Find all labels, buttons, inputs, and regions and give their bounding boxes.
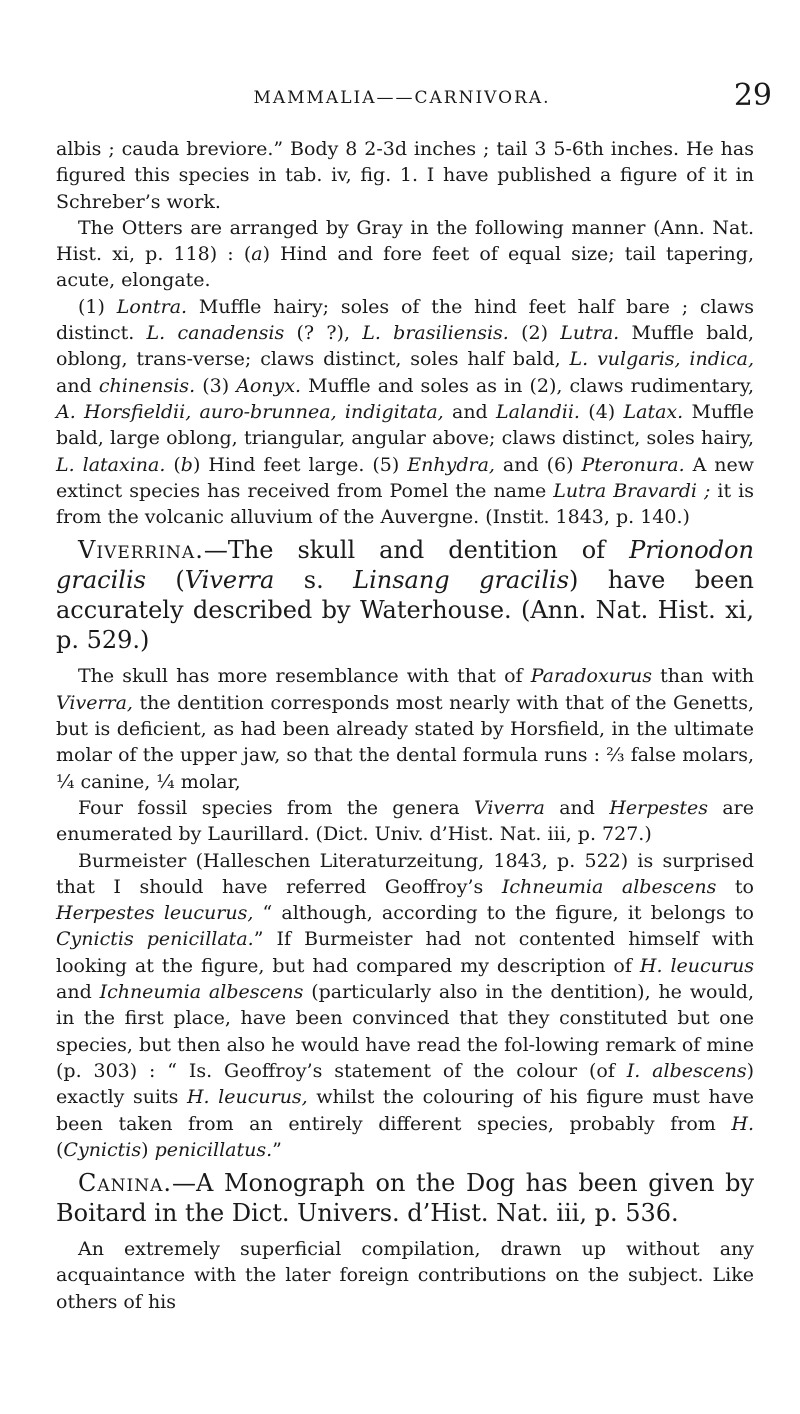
text-run: s. xyxy=(274,566,354,595)
text-run: ) Hind and fore feet of equal size; tail tapering, acute, elongate. xyxy=(56,243,754,292)
text-run: (1) xyxy=(78,295,117,318)
italic-text: Viverra, xyxy=(56,691,133,714)
italic-text: I. albescens xyxy=(626,1059,747,1082)
italic-text: a xyxy=(251,243,263,266)
text-run: ” If Burmeister had not contented himself with looking at the figure, but had compared my description of xyxy=(56,928,754,977)
paragraph xyxy=(56,848,754,1164)
text-run: —The skull and dentition of xyxy=(203,536,630,565)
section-heading: Viverrina. xyxy=(78,536,204,565)
paragraph xyxy=(56,1236,754,1315)
italic-text: Cynictis xyxy=(63,1138,142,1161)
text-run: are enumerated by Laurillard. (Dict. Univ. d’Hist. Nat. iii, p. 727.) xyxy=(56,796,754,846)
text-run: ) exactly suits xyxy=(56,1059,754,1109)
paragraph xyxy=(56,1168,754,1228)
italic-text: Lutra. xyxy=(560,322,620,345)
text-run: (? ?), xyxy=(284,322,363,345)
text-run: —A Monograph on the Dog has been given by Boitard in the Dict. Univers. d’Hist. Nat. iii, p. 536. xyxy=(56,1169,754,1228)
italic-text: Herpestes leucurus, xyxy=(56,902,254,925)
page-number: 29 xyxy=(733,78,772,113)
text-run: ” xyxy=(272,1138,282,1161)
paragraph xyxy=(56,795,754,848)
text-run: (4) xyxy=(579,400,624,423)
italic-text: chinensis. xyxy=(98,374,196,397)
text-run: An extremely superficial compilation, drawn up without any acquaintance with the later foreign contributions on the subject. Like others of his xyxy=(56,1238,754,1313)
italic-text: Prionodon gracilis xyxy=(56,536,754,595)
paragraph xyxy=(56,663,754,794)
italic-text: Viverra xyxy=(473,796,545,819)
text-run: Muffle bald, oblong, trans-verse; claws distinct, soles half bald, xyxy=(56,322,755,371)
text-run: albis ; cauda breviore.” Body 8 2-3d inches ; tail 3 5-6th inches. He has figured this species in tab. iv, fig. 1. I have published a figure of it in Schreber’s work. xyxy=(56,138,754,213)
text-run: and xyxy=(443,400,497,423)
text-run: ) have been accurately described by Waterhouse. (Ann. Nat. Hist. xi, p. 529.) xyxy=(56,566,755,655)
text-run: it is from the volcanic alluvium of the Auvergne. (Instit. 1843, p. 140.) xyxy=(56,479,754,529)
text-run: ( xyxy=(165,453,181,476)
italic-text: L. canadensis xyxy=(146,322,285,345)
text-run: (2) xyxy=(508,322,561,345)
italic-text: H. xyxy=(731,1112,754,1135)
text-run: and xyxy=(544,796,610,819)
italic-text: Aonyx. xyxy=(236,374,302,397)
text-run: The skull has more resemblance with that of xyxy=(78,665,531,688)
text-run: A new extinct species has received from Pomel the name xyxy=(56,453,755,502)
italic-text: Latax. xyxy=(623,400,684,423)
text-run: the dentition corresponds most nearly with that of the Genetts, but is deficient, as had been already stated by Horsfield, in the ultimate molar of the upper jaw, so that the dental formula runs : ⅔ false molars, ¼ canine, ¼ molar, xyxy=(56,691,754,793)
paragraph xyxy=(56,215,754,294)
italic-text: A. Horsfieldii, auro-brunnea, indigitata, xyxy=(56,400,444,423)
text-run: to xyxy=(716,875,754,898)
running-head xyxy=(52,78,772,118)
italic-text: L. lataxina. xyxy=(56,453,166,476)
italic-text: H. leucurus, xyxy=(186,1086,308,1109)
italic-text: Ichneumia albescens xyxy=(99,981,304,1004)
text-run: than with xyxy=(652,665,754,688)
text-run: Muffle hairy; soles of the hind feet half bare ; claws distinct. xyxy=(56,295,754,345)
italic-text: Herpestes xyxy=(609,796,708,819)
italic-text: Enhydra, xyxy=(407,453,495,476)
text-run: and (6) xyxy=(494,453,582,476)
italic-text: Lontra. xyxy=(116,295,188,318)
text-run: The Otters are arranged by Gray in the following manner (Ann. Nat. Hist. xi, p. 118) : ( xyxy=(56,216,754,266)
text-run: Burmeister (Halleschen Literaturzeitung, 1843, p. 522) is surprised that I should have referred Geoffroy’s xyxy=(56,849,754,898)
italic-text: b xyxy=(180,453,193,476)
italic-text: H. leucurus xyxy=(639,954,754,977)
running-title: MAMMALIA——CARNIVORA. xyxy=(253,88,551,108)
text-run: Four fossil species from the genera xyxy=(78,796,474,819)
italic-text: Cynictis penicillata. xyxy=(56,928,254,951)
body-text xyxy=(56,136,754,1315)
text-run: ) Hind feet large. (5) xyxy=(192,453,408,476)
italic-text: Paradoxurus xyxy=(530,665,653,688)
text-run: and xyxy=(56,981,100,1004)
italic-text: Lalandii. xyxy=(496,400,580,423)
paragraph xyxy=(56,535,754,655)
paragraph xyxy=(56,294,754,531)
text-run: and xyxy=(56,374,99,397)
italic-text: Ichneumia albescens xyxy=(501,875,717,898)
text-run: “ although, according to the figure, it belongs to xyxy=(253,902,754,925)
paragraph xyxy=(56,136,754,215)
text-run: ) xyxy=(141,1138,155,1161)
italic-text: Viverra xyxy=(184,566,275,595)
italic-text: L. brasiliensis. xyxy=(362,322,509,345)
italic-text: Pteronura. xyxy=(581,453,685,476)
text-run: Muffle and soles as in (2), claws rudimentary, xyxy=(301,374,754,397)
text-run: ( xyxy=(56,1138,64,1161)
italic-text: Linsang gracilis xyxy=(353,566,570,595)
text-run: Muffle bald, large oblong, triangular, angular above; claws distinct, soles hairy, xyxy=(56,400,754,450)
text-run: ( xyxy=(145,566,185,595)
italic-text: penicillatus. xyxy=(154,1138,273,1161)
italic-text: L. vulgaris, indica, xyxy=(569,348,754,371)
section-heading: Canina. xyxy=(78,1169,173,1198)
text-run: (3) xyxy=(195,374,237,397)
italic-text: Lutra Bravardi ; xyxy=(553,479,711,502)
text-run: whilst the colouring of his figure must have been taken from an entirely different species, probably from xyxy=(56,1086,754,1135)
text-run: (particularly also in the dentition), he would, in the first place, have been convinced that they constituted but one species, but then also he would have read the fol-lowing remark of mine (p. 303) : “ Is. Geoffroy’s statement of the colour (of xyxy=(56,981,754,1082)
